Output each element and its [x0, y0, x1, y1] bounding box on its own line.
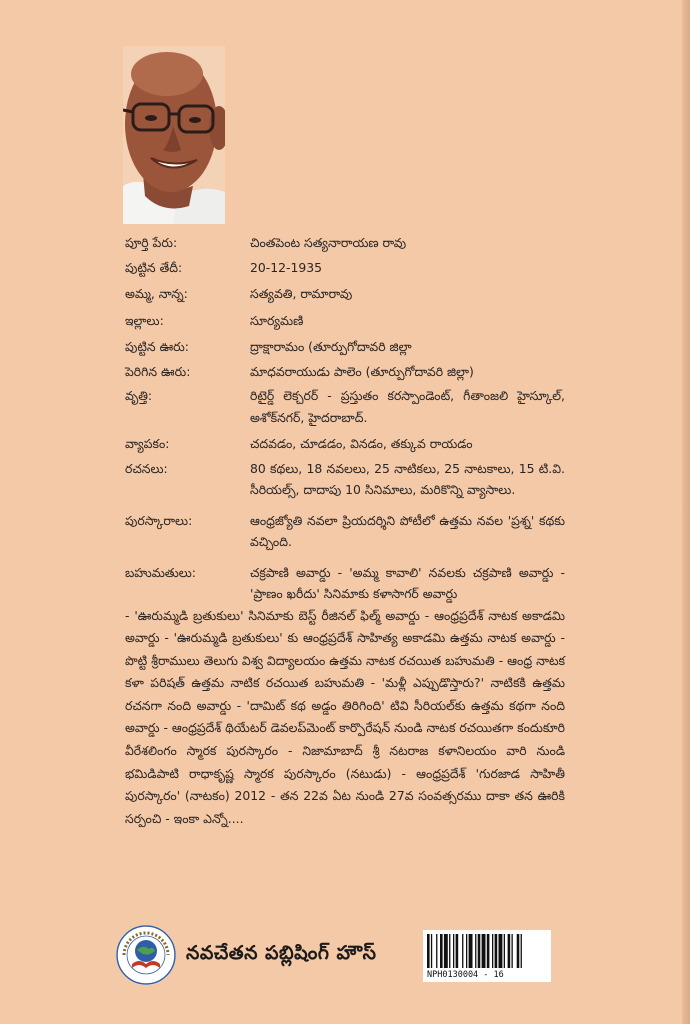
book-spine-edge — [682, 0, 690, 1024]
barcode-bar — [478, 934, 481, 968]
barcode-bar — [499, 934, 503, 968]
barcode-bar — [456, 934, 459, 968]
bio-label: పుట్టిన ఊరు: — [125, 339, 189, 354]
barcode-bar — [508, 934, 511, 968]
bio-row-full-name — [125, 232, 565, 254]
bio-value: రిటైర్డ్ లెక్చరర్ - ప్రస్తుతం కరస్పాండెంట్, గీతాంజలి హైస్కూల్, అశోక్‌నగర్, హైదరాబాద్. — [250, 388, 565, 425]
barcode-bar — [487, 934, 490, 968]
bio-label: అమ్మ, నాన్న: — [125, 286, 188, 301]
bio-row-birth-date — [125, 257, 565, 279]
bio-label: పురస్కారాలు: — [125, 512, 193, 528]
barcode-bar — [444, 934, 448, 968]
bio-label: పూర్తి పేరు: — [125, 235, 178, 250]
bio-row-birthplace — [125, 336, 565, 358]
bio-label: రచనలు: — [125, 460, 168, 476]
bio-value: ద్రాక్షారామం (తూర్పుగోదావరి జిల్లా — [250, 339, 412, 354]
barcode-bar — [495, 934, 498, 968]
barcode-number: NPH0130004 - 16 — [427, 970, 504, 980]
bio-label: బహుమతులు: — [125, 564, 196, 580]
barcode-bar — [475, 934, 476, 968]
bio-label: ఇల్లాలు: — [125, 312, 164, 328]
barcode-bar — [466, 934, 467, 968]
barcode-bar — [436, 934, 437, 968]
barcode-bar — [521, 934, 522, 968]
barcode-bar — [453, 934, 454, 968]
bio-value: మాధవరాయుడు పాలెం (తూర్పుగోదావరి జిల్లా) — [250, 363, 474, 379]
bio-value: చక్రపాణి అవార్డు - 'అమ్మ కావాలి' నవలకు చక్రపాణి అవార్డు - 'ప్రాణం ఖరీదు' సినిమాకు కళాసాగర్ అవార్డు — [250, 564, 565, 601]
bio-row-honours — [125, 510, 565, 553]
awards-continued-text: - 'ఊరుమ్మడి బ్రతుకులు' సినిమాకు బెస్ట్ రీజినల్ ఫిల్మ్ అవార్డు - ఆంధ్రప్రదేశ్ నాటక అకాడమి అవార్డు - 'ఊరుమ్మడి బ్రతుకులు' కు ఆంధ్రప్రదేశ్ సాహిత్య అకాడమి ఉత్తమ నాటక అవార్డు - పొట్టి శ్రీరాములు తెలుగు విశ్వ విద్యాలయం ఉత్తమ నాటక రచయిత బహుమతి - ఆంధ్ర నాటక కళా పరిషత్ ఉత్తమ నాటిక రచయిత బహుమతి - 'మళ్లీ ఎప్పుడొస్తారు?' నాటికకి ఉత్తమ రచనగా నంది అవార్డు - 'దామిట్ కథ అడ్డం తిరిగింది' టివి సీరియల్‌కు ఉత్తమ కథగా నంది అవార్డు - ఆంధ్రప్రదేశ్ థియేటర్ డెవలప్‌మెంట్ కార్పొరేషన్ నుండి నాటక రచయితగా కందుకూరి వీరేశలింగం స్మారక పురస్కారం - నిజామాబాద్ శ్రీ నటరాజ కళానిలయం వారి నుండి భమిడిపాటి రాధాకృష్ణ స్మారక పురస్కారం (నటుడు) - ఆంధ్రప్రదేశ్ 'గురజాడ సాహితీ పురస్కారం' (నాటకం) 2012 - తన 22వ ఏట నుండి 27వ సంవత్సరము దాకా తన ఊరికి సర్పంచి - ఇంకా ఎన్నో.... — [125, 607, 565, 826]
barcode-bar — [469, 934, 473, 968]
bio-label: వ్యాపకం: — [125, 436, 170, 451]
bio-row-parents — [125, 283, 565, 305]
author-photo — [123, 46, 225, 224]
bio-label: పుట్టిన తేదీ: — [125, 259, 183, 275]
bio-row-spouse — [125, 310, 565, 332]
bio-value: ఆంధ్రజ్యోతి నవలా ప్రియదర్శిని పోటీలో ఉత్తమ నవల 'ప్రశ్న' కథకు వచ్చింది. — [250, 512, 565, 549]
barcode-bar — [482, 934, 486, 968]
bio-row-hometown — [125, 361, 565, 383]
barcode-bar — [504, 934, 505, 968]
barcode-bar — [517, 934, 520, 968]
bio-row-awards — [125, 562, 565, 605]
author-bio — [125, 232, 565, 830]
barcode-bar — [431, 934, 432, 968]
bio-row-works — [125, 458, 565, 501]
bio-row-hobbies — [125, 433, 565, 455]
bio-value: సత్యవతి, రామారావు — [250, 286, 353, 301]
publisher-seal-icon — [115, 924, 177, 986]
barcode-bar — [462, 934, 463, 968]
barcode-bar — [449, 934, 450, 968]
bio-row-profession — [125, 385, 565, 428]
bio-label: వృత్తి: — [125, 388, 153, 403]
bio-label: పెరిగిన ఊరు: — [125, 363, 191, 379]
bio-value: 20-12-1935 — [250, 259, 323, 275]
barcode-bar — [427, 934, 430, 968]
bio-value: 80 కథలు, 18 నవలలు, 25 నాటికలు, 25 నాటకాలు, 15 టి.వి. సీరియల్స్, దాదాపు 10 సినిమాలు, మరికొన్ని వ్యాసాలు. — [250, 460, 565, 497]
barcode-bar — [492, 934, 493, 968]
barcode-bar — [440, 934, 443, 968]
barcode — [423, 930, 551, 982]
bio-value: చదవడం, చూడడం, వినడం, తక్కువ రాయడం — [250, 436, 473, 451]
barcode-bars-icon — [427, 934, 547, 968]
bio-value: చింతపెంట సత్యనారాయణ రావు — [250, 235, 407, 250]
publisher-name: నవచేతన పబ్లిషింగ్ హౌస్ — [186, 942, 377, 964]
bio-value: సూర్యమణి — [250, 312, 304, 328]
back-cover-footer — [115, 920, 555, 990]
barcode-bar — [512, 934, 513, 968]
